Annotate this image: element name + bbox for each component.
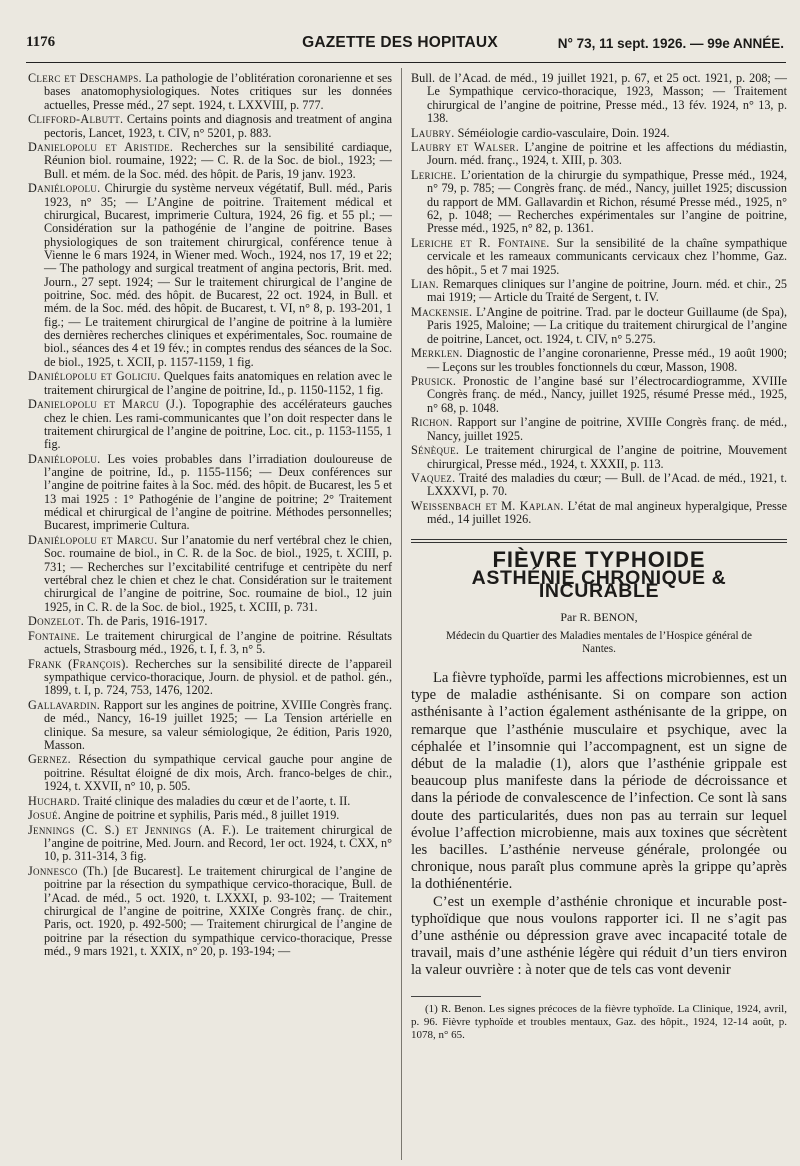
reference-author: Clifford-Albutt. xyxy=(28,112,124,127)
reference-text: Pronostic de l’angine basé sur l’électrocardiogramme, XVIIIe Congrès franç. de méd., Nancy, juillet 1925, résumé Presse méd., 1925, n° 68, p. 1048. xyxy=(427,374,787,415)
reference-entry xyxy=(28,141,392,181)
reference-text: Bull. de l’Acad. de méd., 19 juillet 1921, p. 67, et 25 oct. 1921, p. 208; — Le Sympathique cervico-thoracique, 1923, Masson; — Traitement chirurgical de l’angine de poitrine, Presse méd., 13 fév. 1924, n° 13, p. 138. xyxy=(411,71,787,126)
reference-author: Jennings (C. S.) et Jennings (A. F.). xyxy=(28,822,240,837)
reference-entry xyxy=(28,630,392,657)
reference-text: La pathologie de l’oblitération coronarienne et ses bases anatomophysiologiques. Notes critiques sur les données actuelles, Presse méd., 27 sept. 1924, t. LXXVIII, p. 777. xyxy=(44,71,392,112)
reference-entry xyxy=(411,169,787,236)
reference-entry xyxy=(28,534,392,614)
reference-entry xyxy=(28,865,392,958)
reference-text: Certains points and diagnosis and treatment of angina pectoris, Lancet, 1923, t. CIV, n° 5201, p. 883. xyxy=(44,112,392,140)
reference-author: Vaquez. xyxy=(411,471,456,486)
issue-info: N° 73, 11 sept. 1926. — 99e ANNÉE. xyxy=(557,36,784,51)
reference-author: Clerc et Deschamps. xyxy=(28,71,142,85)
author-affiliation: Médecin du Quartier des Maladies mentales de l’Hospice général de Nantes. xyxy=(446,629,752,655)
reference-author: Merklen. xyxy=(411,346,463,361)
reference-text: Remarques cliniques sur l’angine de poitrine, Journ. méd. et chir., 25 mai 1919; — Article du Traité de Sergent, t. IV. xyxy=(427,277,788,305)
reference-text: Rapport sur l’angine de poitrine, XVIIIe Congrès franç. de méd., Nancy, juillet 1925. xyxy=(427,415,788,443)
reference-text: Diagnostic de l’angine coronarienne, Presse méd., 19 août 1900; — Leçons sur les troubles fonctionnels du cœur, Masson, 1908. xyxy=(427,346,787,374)
reference-entry xyxy=(411,127,787,140)
reference-entry xyxy=(28,699,392,752)
column-separator xyxy=(401,68,402,1160)
page-number: 1176 xyxy=(26,34,56,50)
reference-text: (Th.) [de Bucarest]. Le traitement chirurgical de l’angine de poitrine par la résection du sympathique cervico-thoracique, Bull. de l’Acad. de méd., 5 oct. 1920, t. LXXXI, p. 93-102; — Traitement chirurgical de l’angine de poitrine, XXIXe Congrès franç. de chir., Paris, oct. 1920, p. 492-500; — Traitement chirurgical de l’angine de poitrine par la résection du sympathique cervico-thoracique, Presse méd., 9 mars 1921, t. XXIX, n° 20, p. 193-194; — xyxy=(44,863,393,958)
reference-entry xyxy=(28,113,392,140)
reference-author: Leriche. xyxy=(411,167,457,182)
reference-entry xyxy=(411,141,787,168)
reference-author: Mackensie. xyxy=(411,304,473,319)
reference-text: Sur la sensibilité de la chaîne sympathique cervicale et les rameaux communicants cervicaux chez l’homme, Gaz. des hôpit., 5 et 7 mai 1925. xyxy=(427,235,788,277)
reference-entry xyxy=(411,72,787,125)
reference-entry xyxy=(28,795,392,808)
reference-author: Laubry. xyxy=(411,125,455,140)
reference-text: L’angine de poitrine et les affections du médiastin, Journ. méd. franç., 1924, t. XIII, p. 303. xyxy=(427,140,787,168)
right-column xyxy=(411,72,787,1042)
reference-entry xyxy=(411,416,787,443)
reference-entry xyxy=(28,398,392,451)
reference-text: Angine de poitrine et syphilis, Paris méd., 8 juillet 1919. xyxy=(63,808,340,823)
running-header xyxy=(0,0,800,62)
reference-author: Richon. xyxy=(411,415,453,430)
article-subtitle: ASTHÉNIE CHRONIQUE & INCURABLE xyxy=(471,566,727,603)
reference-author: Jonnesco xyxy=(28,863,78,878)
reference-author: Daniélopolu et Goliciu. xyxy=(28,369,161,384)
reference-author: Josué. xyxy=(28,808,62,823)
reference-entry xyxy=(411,237,787,277)
reference-author: Huchard. xyxy=(28,793,81,808)
reference-text: Le traitement chirurgical de l’angine de poitrine, Mouvement chirurgical, Presse méd., 1924, t. XXXII, p. 113. xyxy=(427,443,787,471)
reference-text: Séméiologie cardio-vasculaire, Doin. 1924. xyxy=(457,125,670,140)
reference-entry xyxy=(28,753,392,793)
reference-entry xyxy=(28,658,392,698)
article-paragraph-2: C’est un exemple d’asthénie chronique et incurable post-typhoïdique que nous voulons rapporter ici. Il ne s’agit pas d’une asthénie ou dépression grave avec incapacité totale de travail, mais d’une asthénie légère qui réduit d’un tiers environ la valeur ouvrière : à noter que de tels cas vont devenir xyxy=(411,893,787,979)
reference-entry xyxy=(28,453,392,533)
reference-text: Topographie des accélérateurs gauches chez le chien. Les rami-communicantes que l’on doit respecter dans le traitement chirurgical de l’angine de poitrine, Loc. cit., p. 1153-1155, 1 fig. xyxy=(44,397,393,452)
reference-text: Traité des maladies du cœur; — Bull. de l’Acad. de méd., 1921, t. LXXXVI, p. 70. xyxy=(427,471,787,499)
reference-text: Recherches sur la sensibilité cardiaque, Réunion biol. roumaine, 1922; — C. R. de la Soc. de biol., 1923; — Bull. et mém. de la Soc. méd. des hôpit. de Paris, 19 janv. 1923. xyxy=(44,140,392,181)
reference-author: Gernez. xyxy=(28,752,71,767)
reference-text: Le traitement chirurgical de l’angine de poitrine. Résultats actuels, Strasbourg méd., 1926, t. I, f. 3, n° 5. xyxy=(44,628,393,657)
reference-author: Danielopolu et Aristide. xyxy=(28,140,174,155)
reference-entry xyxy=(411,500,787,527)
reference-author: Weissenbach et M. Kaplan. xyxy=(411,498,564,513)
left-column-references xyxy=(28,72,392,960)
reference-author: Leriche et R. Fontaine. xyxy=(411,235,550,250)
reference-text: Rapport sur les angines de poitrine, XVIIIe Congrès franç. de méd., Nancy, 16-19 juillet 1925; — La Tension artérielle en clinique. Sa mesure, sa valeur sémiologique, 2e édition, Paris 1920, Masson. xyxy=(44,697,392,752)
reference-text: Le traitement chirurgical de l’angine de poitrine, Med. Journ. and Record, 1er oct. 1924, t. CXX, n° 10, p. 311-314, 3 fig. xyxy=(44,822,393,864)
reference-author: Sénèque. xyxy=(411,443,460,458)
reference-text: Recherches sur la sensibilité directe de l’appareil sympathique cervico-thoracique, Journ. de physiol. et de pathol. gén., 1899, t. I, p. 724, 753, 1476, 1202. xyxy=(44,656,393,698)
article-separator xyxy=(411,539,787,543)
article-byline: Par R. BENON, xyxy=(560,609,638,624)
reference-text: Th. de Paris, 1916-1917. xyxy=(86,614,208,629)
reference-author: Daniélopolu et Marcu. xyxy=(28,533,158,547)
reference-text: L’Angine de poitrine. Trad. par le docteur Guillaume (de Spa), Paris 1925, Maloine; — La critique du traitement chirurgical de l’angine de poitrine, Lancet, oct. 1924, t. CIV, n° 5.275. xyxy=(427,304,787,346)
reference-entry xyxy=(28,824,392,864)
reference-entry xyxy=(411,278,787,305)
reference-entry xyxy=(411,472,787,499)
reference-text: Sur l’anatomie du nerf vertébral chez le chien, Soc. roumaine de biol., in C. R. de la Soc. de biol., 1925, t. XCIII, p. 731; — Recherches sur l’excitabilité centrifuge et centripète du nerf vertébral chez le chien et chez le chat. Considération sur le traitement chirurgical de l’angine de poitrine, Soc. roumaine de biol., 12 juin 1925, in C. R. de la Soc. de biol., 1925, t. XCIII, p. 731. xyxy=(44,533,392,614)
reference-entry xyxy=(411,347,787,374)
reference-author: Frank (François). xyxy=(28,656,129,671)
reference-text: Traité clinique des maladies du cœur et de l’aorte, t. II. xyxy=(83,793,351,808)
reference-text: Les voies probables dans l’irradiation douloureuse de l’angine de poitrine, Id., p. 1155-1156; — Deux conférences sur l’angine de poitrine faites à la Soc. méd. des hôpit. de Bucarest, les 5 et 13 mai 1925 : 1° Pathogénie de l’angine de poitrine; 2° Traitement médical et chirurgical de l’angine de poitrine. Méthodes personnelles; Bucarest, imprimerie Cultura. xyxy=(44,451,392,533)
reference-author: Donzelot. xyxy=(28,614,85,629)
reference-text: Résection du sympathique cervical gauche pour angine de poitrine. Résultat éloigné de dix mois, Arch. franco-belges de chir., 1924, t. XXVII, n° 10, p. 505. xyxy=(44,752,392,794)
reference-author: Prusick. xyxy=(411,374,457,389)
reference-author: Fontaine. xyxy=(28,628,80,643)
footnote: (1) R. Benon. Les signes précoces de la fièvre typhoïde. La Clinique, 1924, avril, p. 96. Fièvre typhoïde et troubles mentaux, Gaz. des hôpit., 1924, 12-14 août, p. 1078, n° 65. xyxy=(411,1002,787,1041)
reference-author: Danielopolu et Marcu (J.). xyxy=(28,397,187,412)
reference-entry xyxy=(28,182,392,369)
header-rule xyxy=(26,62,786,63)
right-column-references xyxy=(411,72,787,527)
journal-title: GAZETTE DES HOPITAUX xyxy=(302,34,498,51)
reference-author: Daniélopolu. xyxy=(28,451,101,466)
reference-entry xyxy=(28,809,392,822)
reference-author: Daniélopolu. xyxy=(28,181,101,196)
reference-author: Lian. xyxy=(411,277,439,292)
reference-entry xyxy=(28,72,392,112)
article-title: FIÈVRE TYPHOIDE xyxy=(492,546,706,572)
article-paragraph-1: La fièvre typhoïde, parmi les affections microbiennes, est un type de maladie asthénisante. Si on compare son action asthénisante à l’action également asthénisante de la grippe, on remarque que l’asthénie musculaire et psychique, avec la céphalée et l’insomnie qui l’accompagnent, est un signe de début de la maladie (1), alors que l’asthénie grippale est beaucoup plus manifeste dans la période de décroissance et dans la période de convalescence de l’infection. Ce sont là sans doute des particularités, dues non pas au terrain sur lequel évolue l’affection microbienne, mais aux toxines que sécrètent les bacilles. L’asthénie nerveuse générale, prolongée ou chronique, nous paraît plus commune après la grippe qu’après la dothiénentérie. xyxy=(411,669,787,893)
reference-text: Quelques faits anatomiques en relation avec le traitement chirurgical de l’angine de poitrine, Id., p. 1150-1152, 1 fig. xyxy=(44,369,392,397)
reference-author: Laubry et Walser. xyxy=(411,140,520,155)
reference-text: L’état de mal angineux hyperalgique, Presse méd., 14 juillet 1926. xyxy=(427,498,787,527)
reference-text: L’orientation de la chirurgie du sympathique, Presse méd., 1924, n° 79, p. 785; — Congrès franç. de méd., Nancy, juillet 1925; discussion du rapport de MM. Gallavardin et Richon, résumé Presse méd., 1925, n° 62, p. 1048; — Recherches expérimentales sur l’angine de poitrine, Presse méd., 1925, n° 82, p. 1361. xyxy=(427,167,787,236)
reference-entry xyxy=(411,444,787,471)
footnote-rule xyxy=(411,996,481,997)
reference-entry xyxy=(28,615,392,628)
reference-entry xyxy=(411,375,787,415)
reference-entry xyxy=(411,306,787,346)
reference-entry xyxy=(28,370,392,397)
reference-author: Gallavardin. xyxy=(28,697,101,712)
reference-text: Chirurgie du système nerveux végétatif, Bull. méd., Paris 1923, n° 35; — L’Angine de poitrine. Traitement médical et chirurgical, Bucarest, imprimerie Cultura, 1924, 26 fig. et 55 pl.; — Considération sur la pathogénie de l’angine de poitrine. Bases physiologiques de son traitement chirurgical, conférence tenue à Vienne le 6 mars 1924, in Wiener med. Woch., 1924, nos 17, 19 et 22; — The pathology and surgical treatment of angina pectoris, Brit. med. Journ., 27 sept. 1924; — Sur le traitement chirurgical de l’angine de poitrine, Soc. méd. des hôpit. de Bucarest, 22 oct. 1924, in Bull. et mém. de la Soc. méd. des hôpit. de Bucarest, t. VI, n° 8, p. 193-201, 1 fig.; — Le traitement chirurgical de l’angine de poitrine à la lumière des dernières recherches cliniques et expérimentales, Soc. roumaine de biol., séances des 4 et 19 fév.; in comptes rendus des séances de la Soc. de biol., 1925, t. XCII, p. 1157-1159, 1 fig. xyxy=(44,181,392,369)
